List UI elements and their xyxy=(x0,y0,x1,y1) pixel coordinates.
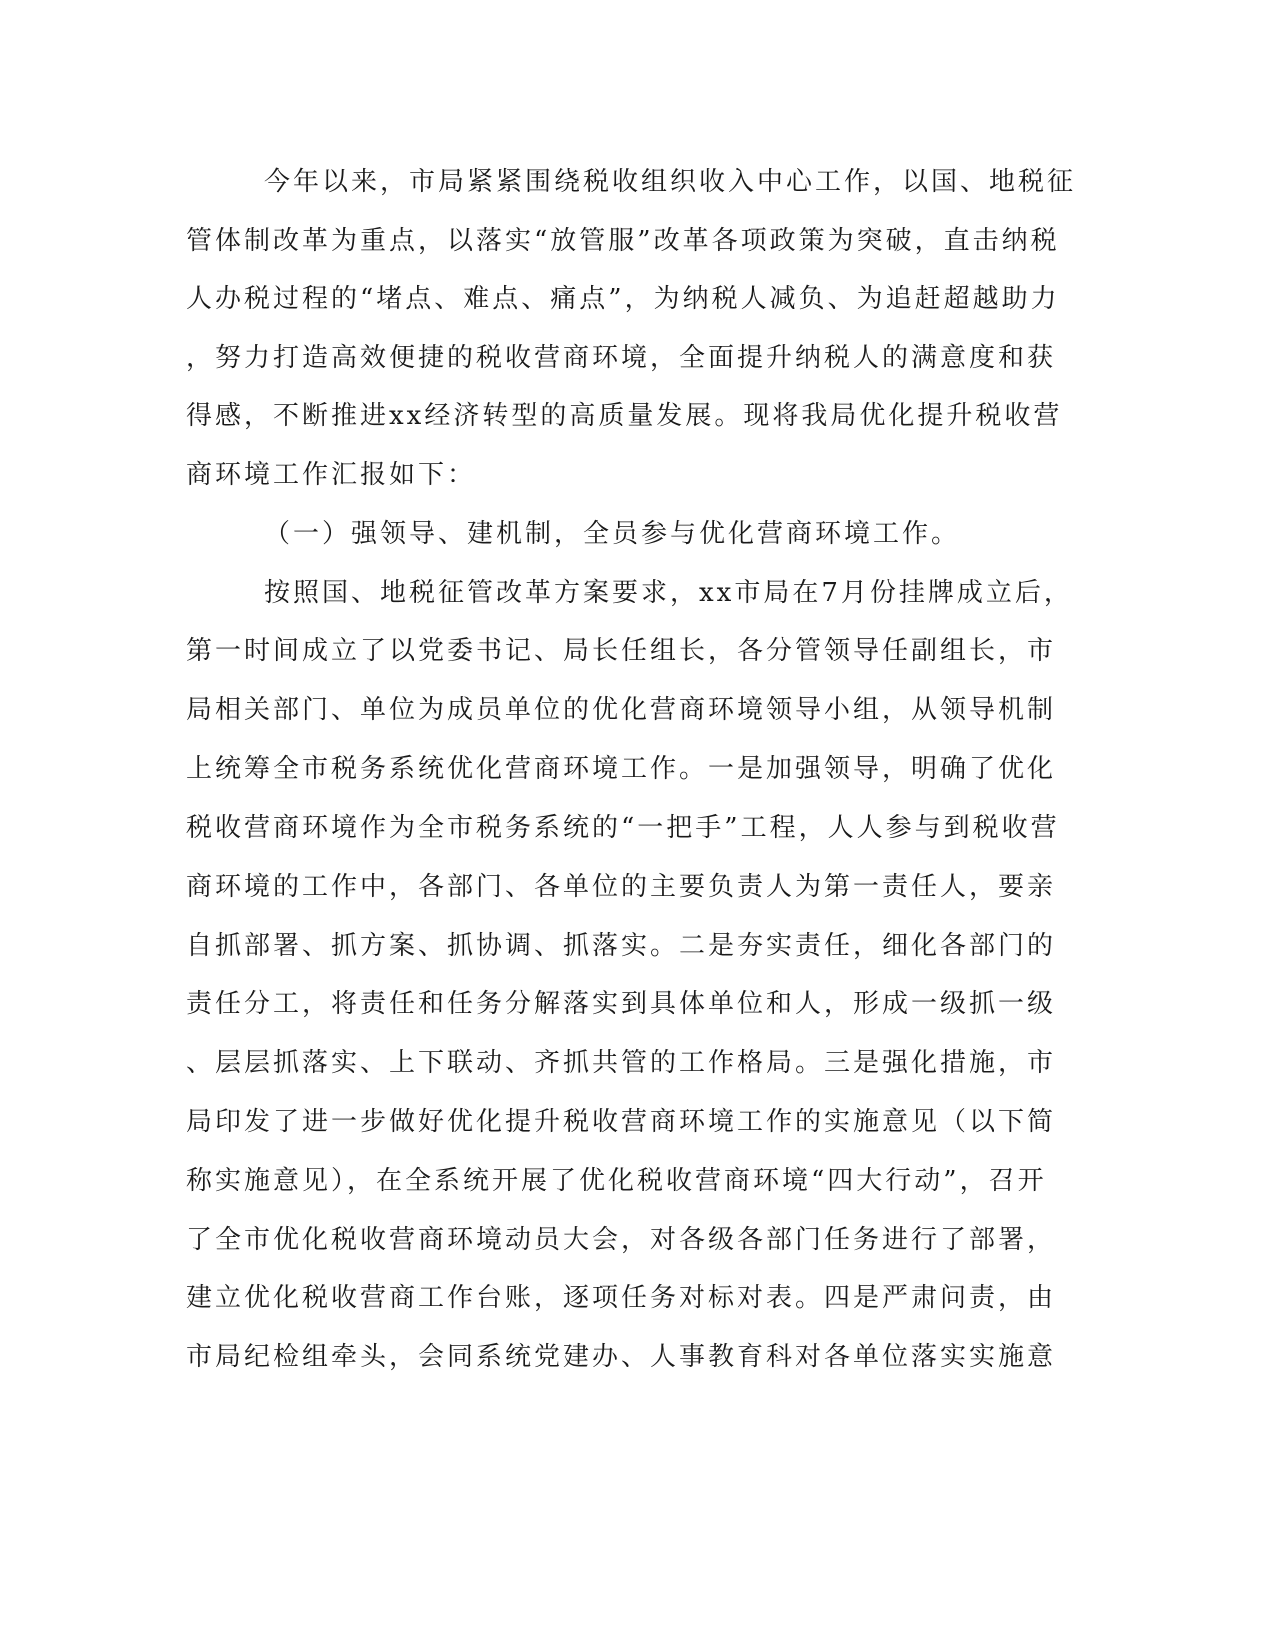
paragraph-1-line-4: ，努力打造高效便捷的税收营商环境，全面提升纳税人的满意度和获 xyxy=(186,343,1057,373)
paragraph-3-line-4: 上统筹全市税务系统优化营商环境工作。一是加强领导，明确了优化 xyxy=(186,754,1057,784)
paragraph-3-line-6: 商环境的工作中，各部门、各单位的主要负责人为第一责任人，要亲 xyxy=(186,872,1057,902)
paragraph-1-line-5: 得感，不断推进xx经济转型的高质量发展。现将我局优化提升税收营 xyxy=(186,401,1063,431)
paragraph-3-line-14: 市局纪检组牵头，会同系统党建办、人事教育科对各单位落实实施意 xyxy=(186,1342,1057,1372)
paragraph-3-line-9: 、层层抓落实、上下联动、齐抓共管的工作格局。三是强化措施，市 xyxy=(186,1048,1057,1078)
paragraph-3-line-2: 第一时间成立了以党委书记、局长任组长，各分管领导任副组长，市 xyxy=(186,636,1057,666)
paragraph-1-line-3: 人办税过程的“堵点、难点、痛点”，为纳税人减负、为追赶超越助力 xyxy=(186,284,1060,314)
paragraph-3-line-10: 局印发了进一步做好优化提升税收营商环境工作的实施意见（以下简 xyxy=(186,1107,1057,1137)
paragraph-3-line-7: 自抓部署、抓方案、抓协调、抓落实。二是夯实责任，细化各部门的 xyxy=(186,931,1057,961)
paragraph-1-line-2: 管体制改革为重点，以落实“放管服”改革各项政策为突破，直击纳税 xyxy=(186,226,1060,256)
paragraph-1-line-1: 今年以来，市局紧紧围绕税收组织收入中心工作，以国、地税征 xyxy=(264,167,1077,197)
paragraph-3-line-12: 了全市优化税收营商环境动员大会，对各级各部门任务进行了部署， xyxy=(186,1225,1057,1255)
paragraph-3-line-8: 责任分工，将责任和任务分解落实到具体单位和人，形成一级抓一级 xyxy=(186,989,1057,1019)
section-heading-1: （一）强领导、建机制，全员参与优化营商环境工作。 xyxy=(264,519,961,549)
paragraph-3-line-1: 按照国、地税征管改革方案要求，xx市局在7月份挂牌成立后， xyxy=(264,578,1073,608)
paragraph-3-line-11: 称实施意见），在全系统开展了优化税收营商环境“四大行动”，召开 xyxy=(186,1166,1047,1196)
paragraph-3-line-5: 税收营商环境作为全市税务系统的“一把手”工程，人人参与到税收营 xyxy=(186,813,1060,843)
paragraph-1-line-6: 商环境工作汇报如下： xyxy=(186,460,477,490)
paragraph-3-line-13: 建立优化税收营商工作台账，逐项任务对标对表。四是严肃问责，由 xyxy=(186,1283,1057,1313)
paragraph-3-line-3: 局相关部门、单位为成员单位的优化营商环境领导小组，从领导机制 xyxy=(186,695,1057,725)
